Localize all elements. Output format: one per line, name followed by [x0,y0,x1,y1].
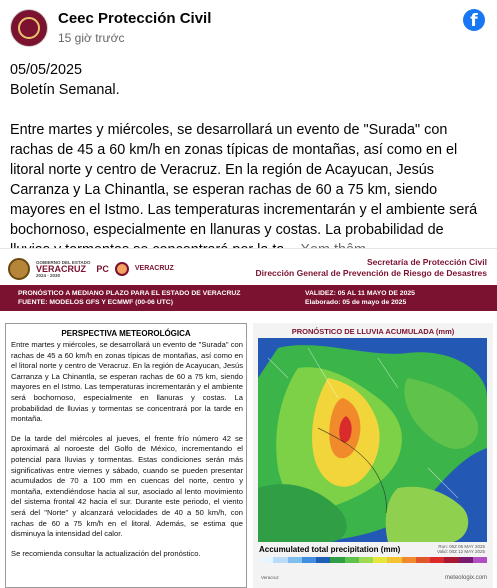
state-seal-icon [8,258,30,280]
accumulated-label: Accumulated total precipitation (mm) [259,545,401,554]
precipitation-map [258,338,487,542]
accumulated-meta [437,544,485,554]
perspectiva-paragraph-1: Entre martes y miércoles, se desarrollará un evento de "Surada" con rachas de 45 a 60 km/h en zonas típicas de montañas, así como en el litoral norte y centro de Veracruz. En la región de Acayucan, Jesús Carranza y La Chinantla, se esperan rachas de 60 a 75 km, siendo mayores en el Istmo. Las temperaturas incrementarán y el ambiente será bochornoso, especialmente en llanuras y costas. La probabilidad de lluvias y tormentas se concentrará por la tarde en montaña. [11,340,243,424]
post-body-text: Entre martes y miércoles, se desarrollará un evento de "Surada" con rachas de 45 a 60 km/h en zonas típicas de montañas, así como en el litoral norte y centro de Veracruz. En la región de Acayucan, Jesús Carranza y La Chinantla, se esperan rachas de 60 a 75 km, siendo mayores en el Istmo. Las temperaturas incrementarán y el ambiente será bochornoso, especialmente en llanuras y costas. La probabilidad de [10,122,478,238]
perspectiva-title: PERSPECTIVA METEOROLÓGICA [61,329,191,338]
perspectiva-paragraph-3: Se recomienda consultar la actualización del pronóstico. [11,548,201,558]
meteologix-brand: meteologix.com [444,575,487,581]
bulletin-image[interactable] [0,248,497,588]
forecast-banner [0,285,497,311]
pc-badge-icon [115,262,129,276]
facebook-icon[interactable]: f [463,9,485,31]
precipitation-colorbar [259,557,487,563]
agency-line-1: Secretaría de Protección Civil [367,257,487,267]
accumulated-meta-line-1: Run: 06Z 05 MAY 2025 [438,544,485,549]
rain-map-panel [253,323,493,588]
map-title: PRONÓSTICO DE LLUVIA ACUMULADA (mm) [291,327,455,336]
post-timestamp[interactable]: 15 giờ trước [58,31,125,45]
banner-left-line-2: FUENTE: MODELOS GFS Y ECMWF (00-06 UTC) [18,299,173,306]
post-date-line: 05/05/2025 [10,62,83,78]
post-body [10,120,487,260]
banner-right-line-2: Elaborado: 05 de mayo de 2025 [305,299,407,306]
pc-logo-text: VERACRUZ [134,265,174,272]
banner-right-line-1: VALIDEZ: 05 AL 11 MAYO DE 2025 [305,290,415,297]
perspectiva-body [11,340,243,568]
page-avatar[interactable] [10,9,48,47]
agency-line-2: Dirección General de Prevención de Riesgo de Desastres [255,268,487,278]
banner-right [305,289,415,307]
map-footer-ref: Veracruz [261,575,279,580]
post-header [10,9,487,49]
state-logo-sub: GOBIERNO DEL ESTADO [36,260,91,265]
perspectiva-box [5,323,247,588]
avatar-emblem [18,17,40,39]
perspectiva-paragraph-2: De la tarde del miércoles al jueves, el frente frío número 42 se aproximará al noroeste del Golfo de México, incrementando el potencial para lluvias y tormentas. Estas condiciones serán más significativas entre viernes y sábado, cuando se pueden presentar acumulados de 70 a 100 mm en cuencas del norte, centro y montaña, extendiéndose hacia al sur, asociado al lento movimiento del sistema frontal 42 hacia el sur. Durante este periodo, el viento será del "Norte" y alcanzará velocidades de 40 a 50 km/h, con rachas de 60 a 75 km/h en el litoral. Además, se estima que disminuya la intensidad del calor. [11,433,243,539]
logo-row [8,255,174,283]
pc-logo: PC [96,264,109,274]
state-logo-years: 2024 - 2030 [36,273,61,278]
post-subtitle-line: Boletín Semanal. [10,82,120,98]
state-logo-name: VERACRUZ [36,264,87,274]
banner-left-line-1: PRONÓSTICO A MEDIANO PLAZO PARA EL ESTADO DE VERACRUZ [18,290,241,297]
agency-header [256,257,487,279]
page-name[interactable]: Ceec Protección Civil [58,10,212,27]
state-logo [36,260,90,278]
post-text [10,60,487,260]
banner-left [18,289,240,307]
precipitation-map-graphic [258,338,487,542]
accumulated-meta-line-2: Valid: 00Z 12 MAY 2025 [436,549,485,554]
